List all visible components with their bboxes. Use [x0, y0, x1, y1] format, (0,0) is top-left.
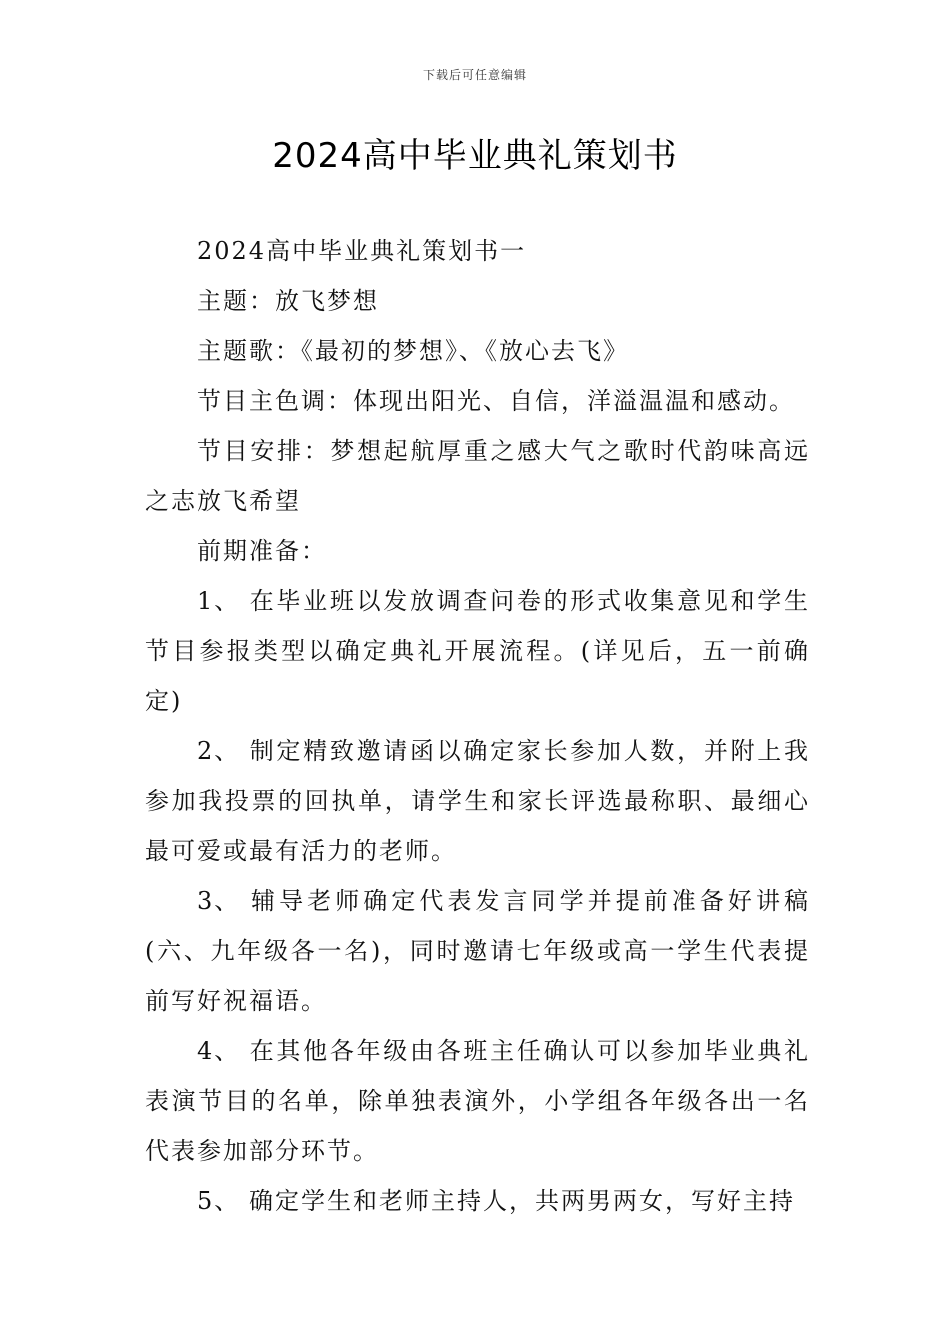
paragraph-text: 前期准备：	[197, 537, 327, 565]
paragraph	[145, 526, 810, 576]
document-body	[145, 226, 810, 1226]
item-number: 2、	[197, 737, 241, 765]
paragraph	[145, 426, 810, 526]
paragraph-text: 制定精致邀请函以确定家长参加人数，并附上我参加我投票的回执单，请学生和家长评选最称职、最细心最可爱或最有活力的老师。	[145, 737, 810, 865]
item-number: 3、	[197, 887, 241, 915]
paragraph-text: 节目安排：梦想起航厚重之感大气之歌时代韵味高远之志放飞希望	[145, 437, 810, 515]
document-title: 2024高中毕业典礼策划书	[272, 136, 678, 176]
paragraph-text: 2024高中毕业典礼策划书一	[197, 237, 527, 265]
paragraph	[145, 276, 810, 326]
numbered-paragraph	[145, 1026, 810, 1176]
paragraph	[145, 226, 810, 276]
numbered-paragraph	[145, 1176, 810, 1226]
numbered-paragraph	[145, 876, 810, 1026]
paragraph-text: 在其他各年级由各班主任确认可以参加毕业典礼表演节目的名单，除单独表演外，小学组各年级各出一名代表参加部分环节。	[145, 1037, 810, 1165]
paragraph-text: 主题：放飞梦想	[197, 287, 379, 315]
paragraph	[145, 376, 810, 426]
paragraph-text: 辅导老师确定代表发言同学并提前准备好讲稿(六、九年级各一名)，同时邀请七年级或高一学生代表提前写好祝福语。	[145, 887, 810, 1015]
item-number: 1、	[197, 587, 241, 615]
header-note: 下载后可任意编辑	[422, 68, 527, 82]
numbered-paragraph	[145, 726, 810, 876]
paragraph-text: 在毕业班以发放调查问卷的形式收集意见和学生节目参报类型以确定典礼开展流程。(详见后，五一前确定)	[145, 587, 810, 715]
numbered-paragraph	[145, 576, 810, 726]
paragraph	[145, 326, 810, 376]
paragraph-text: 确定学生和老师主持人，共两男两女，写好主持	[249, 1187, 795, 1215]
paragraph-text: 主题歌：《最初的梦想》、《放心去飞》	[197, 337, 629, 365]
item-number: 5、	[197, 1187, 241, 1215]
item-number: 4、	[197, 1037, 241, 1065]
paragraph-text: 节目主色调：体现出阳光、自信，洋溢温温和感动。	[197, 387, 795, 415]
